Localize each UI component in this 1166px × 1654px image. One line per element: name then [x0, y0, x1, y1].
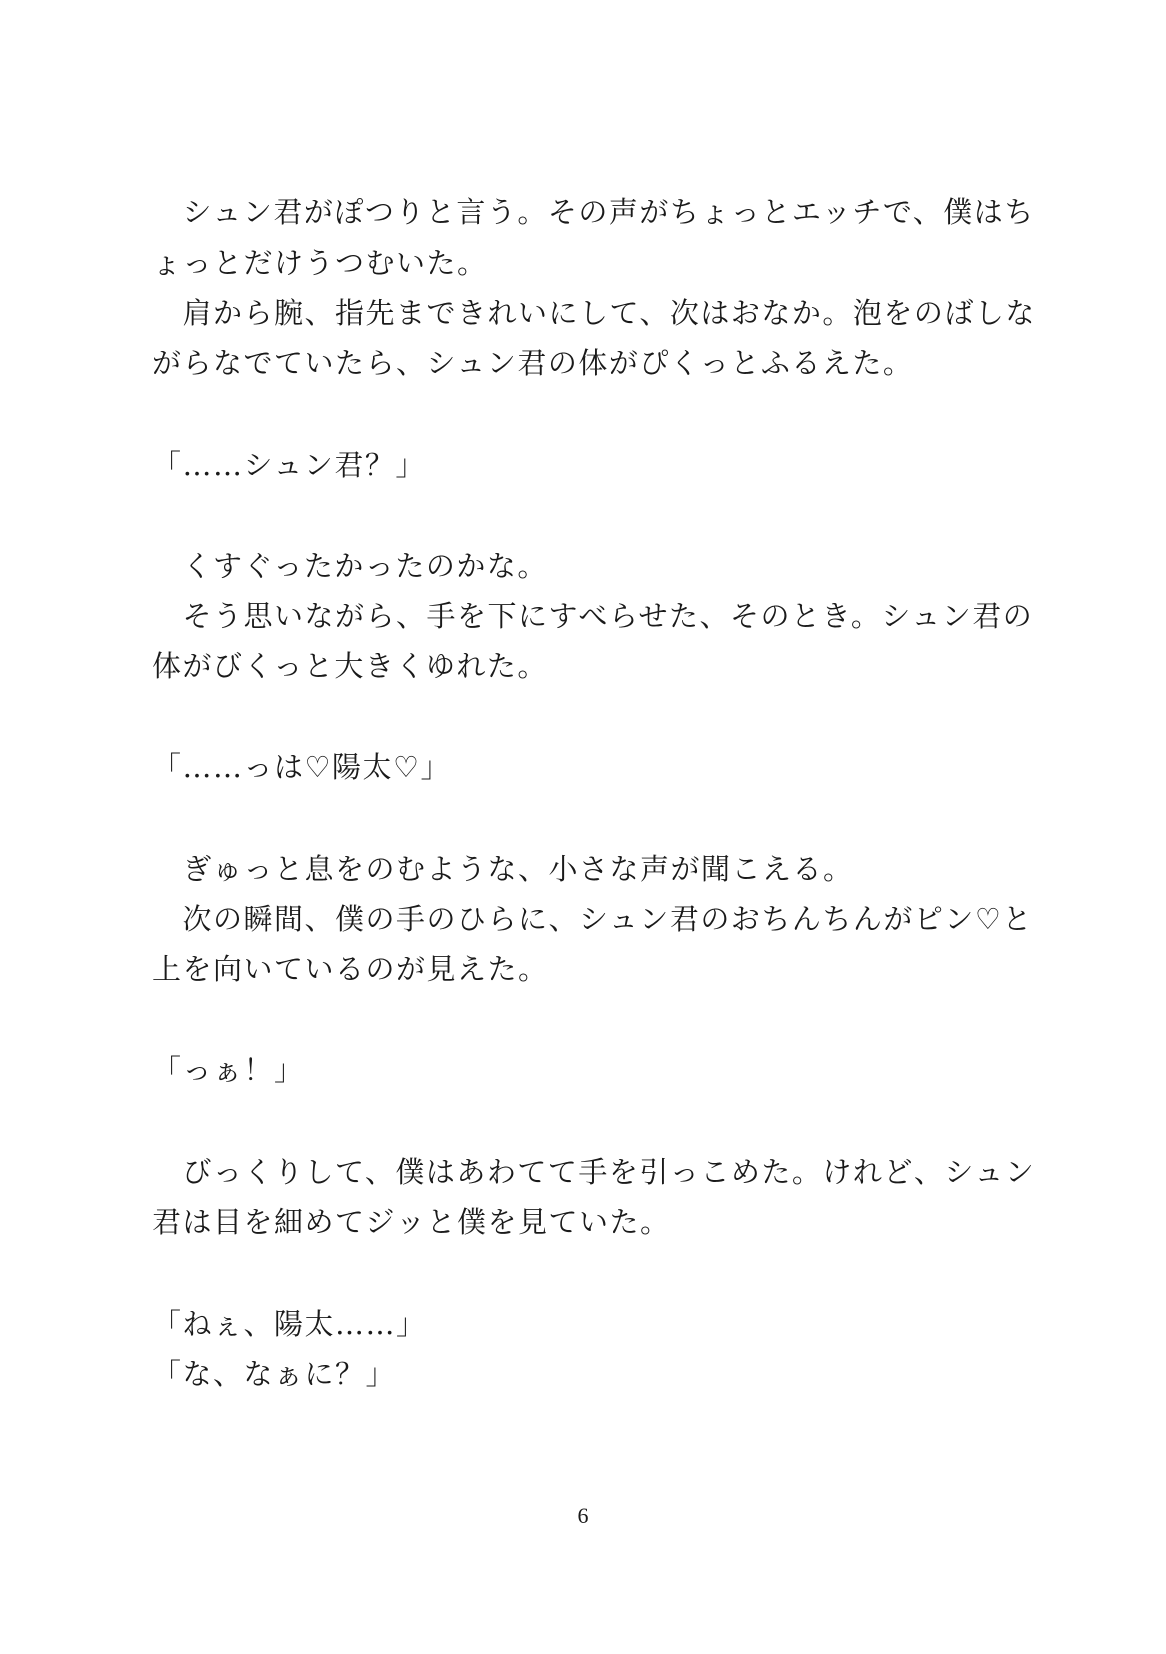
text-line: ぎゅっと息をのむような、小さな声が聞こえる。	[152, 852, 854, 886]
page-number: 6	[577, 1503, 589, 1528]
text-line: 上を向いているのが見えた。	[152, 952, 549, 986]
text-line: くすぐったかったのかな。	[152, 549, 548, 583]
dialogue-line: 「……シュン君？」	[152, 448, 426, 482]
text-line: びっくりして、僕はあわてて手を引っこめた。けれど、シュン	[152, 1155, 1036, 1189]
dialogue-line: 「っぁ！」	[152, 1053, 305, 1087]
dialogue-line: 「な、なぁに？」	[152, 1357, 397, 1391]
text-line: ょっとだけうつむいた。	[152, 246, 488, 280]
text-line: 君は目を細めてジッと僕を見ていた。	[152, 1205, 671, 1239]
dialogue-line: 「……っは♡陽太♡」	[152, 750, 451, 784]
text-line: 肩から腕、指先まできれいにして、次はおなか。泡をのばしな	[152, 296, 1036, 330]
text-line: 体がびくっと大きくゆれた。	[152, 649, 548, 683]
text-line: そう思いながら、手を下にすべらせた、そのとき。シュン君の	[152, 599, 1034, 633]
text-line: がらなでていたら、シュン君の体がぴくっとふるえた。	[152, 346, 914, 380]
text-line: 次の瞬間、僕の手のひらに、シュン君のおちんちんがピン♡と	[152, 902, 1033, 936]
text-line: シュン君がぽつりと言う。その声がちょっとエッチで、僕はち	[152, 195, 1035, 229]
dialogue-line: 「ねぇ、陽太……」	[152, 1307, 427, 1341]
